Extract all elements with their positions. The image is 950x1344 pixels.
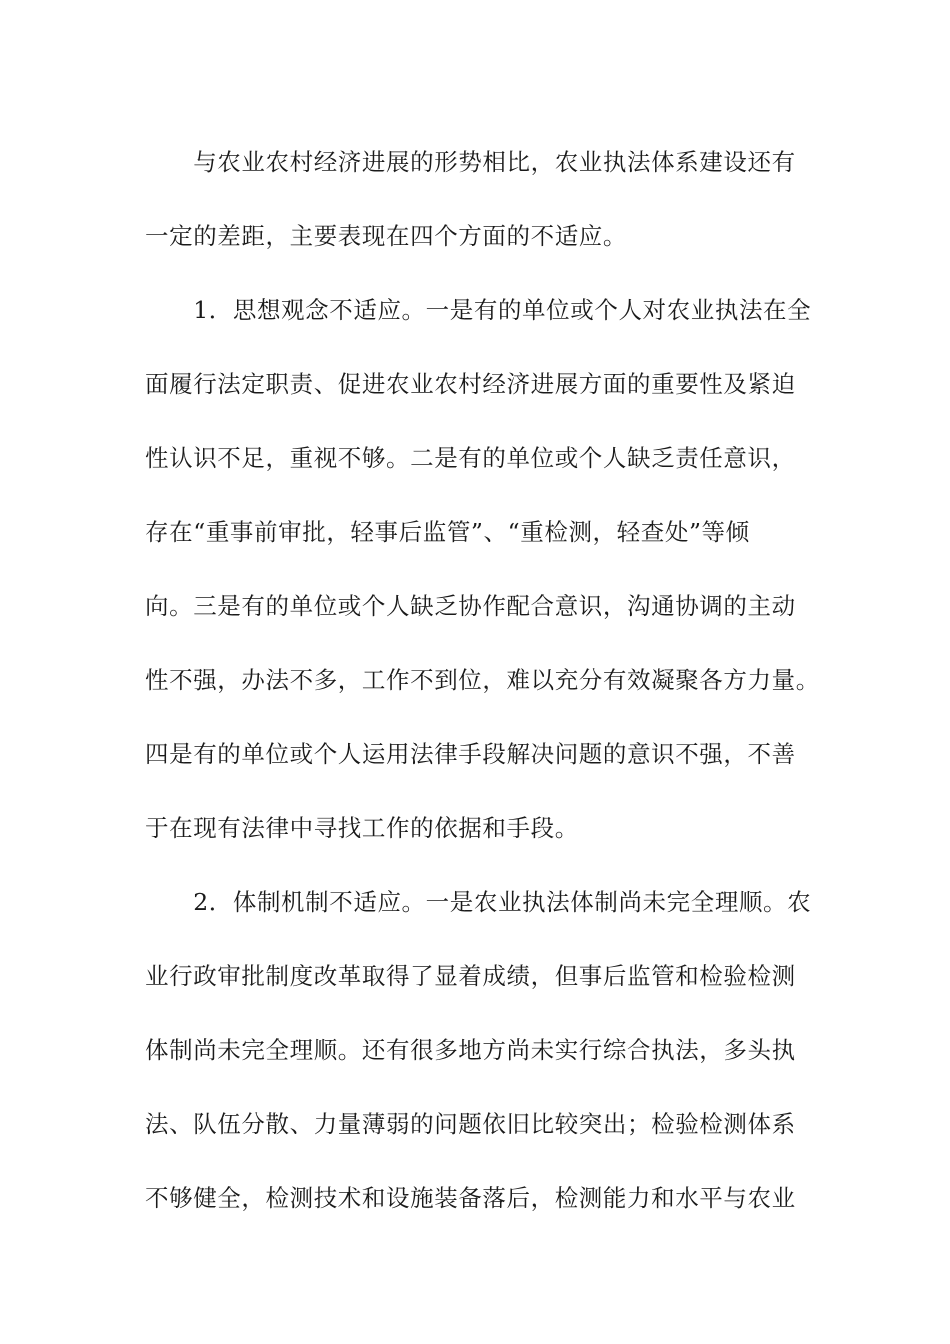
- text-line: 法、队伍分散、力量薄弱的问题依旧比较突出；检验检测体系: [145, 1110, 796, 1138]
- text-line: 于在现有法律中寻找工作的依据和手段。: [145, 814, 579, 842]
- text-line: 体制尚未完全理顺。还有很多地方尚未实行综合执法，多头执: [145, 1036, 796, 1064]
- text-line: 不够健全，检测技术和设施装备落后，检测能力和水平与农业: [145, 1184, 796, 1212]
- text-line: 向。三是有的单位或个人缺乏协作配合意识，沟通协调的主动: [145, 592, 796, 620]
- text-line: 业行政审批制度改革取得了显着成绩，但事后监管和检验检测: [145, 962, 796, 990]
- text-line: 2．体制机制不适应。一是农业执法体制尚未完全理顺。农: [145, 888, 812, 916]
- text-line: 面履行法定职责、促进农业农村经济进展方面的重要性及紧迫: [145, 370, 796, 398]
- text-line: 存在“重事前审批，轻事后监管”、“重检测，轻查处”等倾: [145, 518, 750, 546]
- text-line: 性不强，办法不多，工作不到位，难以充分有效凝聚各方力量。: [145, 666, 820, 694]
- text-line: 性认识不足，重视不够。二是有的单位或个人缺乏责任意识，: [145, 444, 796, 472]
- text-line: 与农业农村经济进展的形势相比，农业执法体系建设还有: [145, 148, 796, 176]
- text-line: 四是有的单位或个人运用法律手段解决问题的意识不强，不善: [145, 740, 796, 768]
- document-body: [145, 125, 820, 1235]
- text-line: 一定的差距，主要表现在四个方面的不适应。: [145, 222, 627, 250]
- text-line: 1．思想观念不适应。一是有的单位或个人对农业执法在全: [145, 296, 812, 324]
